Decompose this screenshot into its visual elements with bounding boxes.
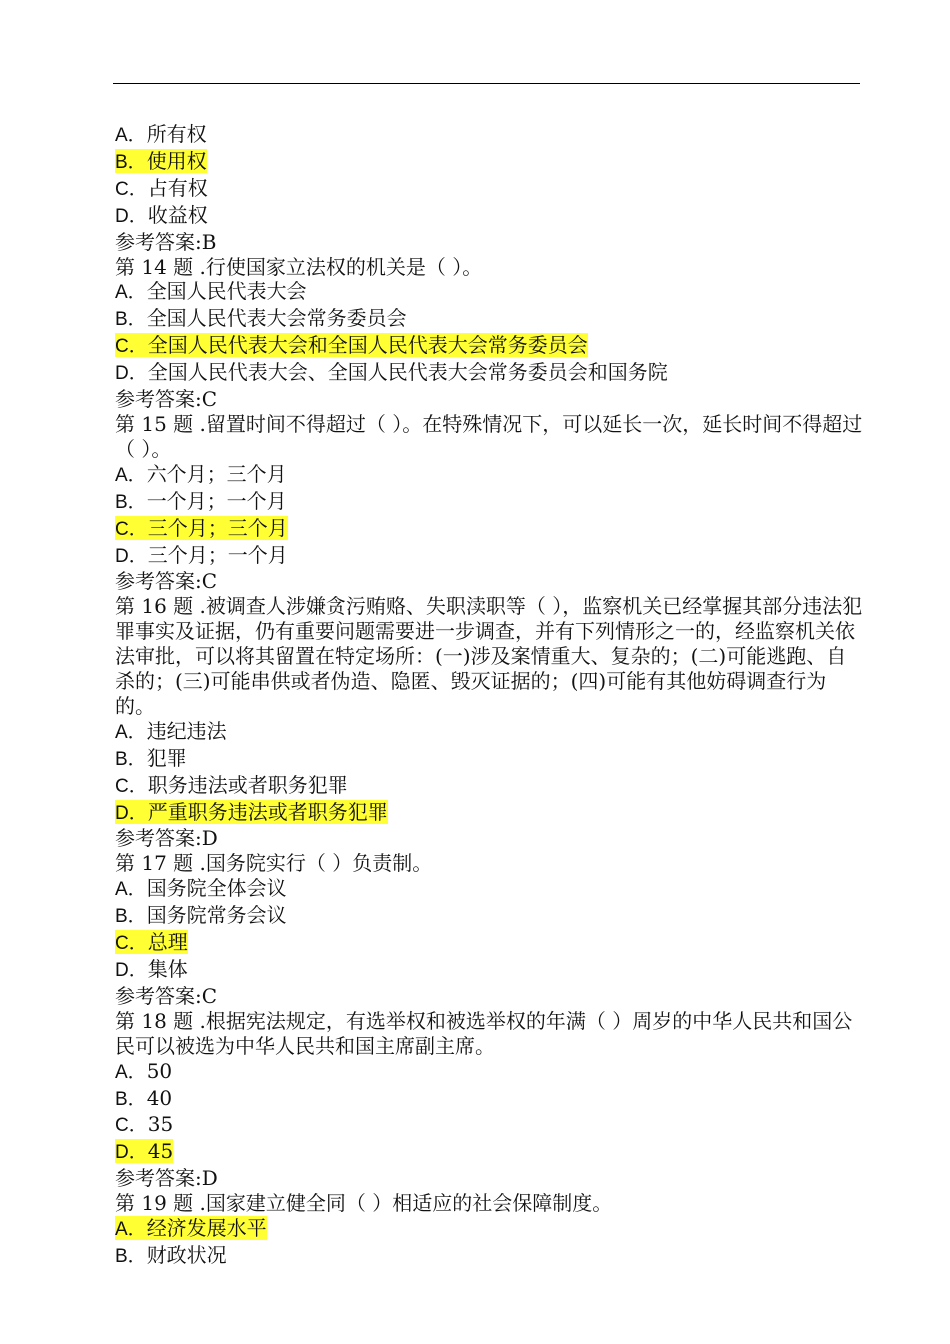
option-line (115, 279, 863, 306)
option-label: 全国人民代表大会、全国人民代表大会常务委员会和国务院 (147, 360, 668, 385)
option-text (115, 122, 207, 146)
option-label: 50 (146, 1058, 173, 1083)
reference-answer: 参考答案:C (115, 387, 218, 412)
option-letter: C． (115, 933, 148, 955)
option-letter: C． (115, 1115, 148, 1137)
option-letter: B． (115, 1088, 147, 1110)
option-letter: A． (115, 125, 147, 146)
option-line (115, 462, 863, 489)
option-label: 财政状况 (146, 1242, 227, 1267)
option-line (115, 1139, 863, 1166)
option-label: 六个月；三个月 (146, 461, 287, 486)
option-text (115, 306, 407, 330)
option-line (115, 1112, 863, 1139)
highlighted-answer (115, 516, 288, 540)
reference-answer: 参考答案:C (115, 983, 218, 1008)
option-label: 国务院全体会议 (146, 876, 287, 901)
option-letter: D． (115, 960, 148, 981)
option-letter: B． (115, 151, 147, 173)
option-label: 全国人民代表大会 (146, 279, 307, 304)
highlighted-answer (115, 1216, 267, 1240)
option-line (115, 360, 863, 387)
option-line (115, 773, 863, 800)
option-text (115, 360, 668, 384)
option-label: 全国人民代表大会和全国人民代表大会常务委员会 (147, 333, 588, 358)
highlighted-answer (115, 930, 188, 954)
option-line (115, 1059, 863, 1086)
option-line (115, 746, 863, 773)
option-letter: B． (115, 309, 147, 331)
option-letter: C． (115, 518, 148, 540)
document-body (115, 122, 863, 1270)
highlighted-answer (115, 800, 388, 824)
option-label: 违纪违法 (146, 718, 227, 743)
option-text (115, 903, 287, 927)
option-text (115, 1059, 172, 1083)
option-text (115, 876, 287, 900)
reference-answer: 参考答案:C (115, 569, 218, 594)
option-letter: B． (115, 1245, 147, 1267)
option-label: 国务院常务会议 (146, 903, 287, 928)
option-letter: A． (115, 1061, 147, 1083)
option-letter: A． (115, 879, 147, 901)
option-line (115, 719, 863, 746)
option-label: 经济发展水平 (146, 1216, 267, 1241)
option-text (115, 1086, 172, 1110)
option-letter: A． (115, 464, 147, 486)
option-line (115, 1216, 863, 1243)
option-letter: D． (115, 205, 148, 227)
option-line (115, 930, 863, 957)
question-text: 第 14 题 .行使国家立法权的机关是（ ）。 (115, 254, 483, 279)
option-letter: C． (115, 336, 148, 358)
highlighted-answer (115, 333, 588, 357)
option-line (115, 903, 863, 930)
option-letter: B． (115, 748, 147, 770)
option-label: 总理 (147, 930, 188, 955)
option-text (115, 719, 227, 743)
option-label: 严重职务违法或者职务犯罪 (147, 799, 388, 824)
option-line (115, 306, 863, 333)
question-text: 第 17 题 .国务院实行（ ）负责制。 (115, 851, 433, 876)
option-letter: D． (115, 802, 148, 824)
option-text (115, 489, 287, 513)
option-letter: D． (115, 1142, 148, 1164)
option-text (115, 279, 307, 303)
option-label: 三个月；三个月 (147, 515, 288, 540)
option-label: 35 (147, 1112, 174, 1137)
option-label: 40 (146, 1085, 173, 1110)
option-letter: C． (115, 178, 148, 200)
option-letter: B． (115, 491, 147, 513)
option-line (115, 176, 863, 203)
option-line (115, 122, 863, 149)
option-label: 收益权 (147, 202, 208, 227)
option-line (115, 957, 863, 984)
option-text (115, 746, 187, 770)
option-line (115, 1243, 863, 1270)
option-label: 占有权 (147, 175, 208, 200)
option-text (115, 1243, 227, 1267)
option-text (115, 176, 208, 200)
header-rule (113, 83, 860, 84)
option-line (115, 543, 863, 570)
option-text (115, 462, 287, 486)
option-text (115, 1112, 173, 1136)
question-text: 第 15 题 .留置时间不得超过（ ）。在特殊情况下，可以延长一次，延长时间不得超过（ ）。 (115, 411, 863, 461)
option-line (115, 876, 863, 903)
reference-answer: 参考答案:D (115, 1166, 218, 1191)
option-line (115, 1086, 863, 1113)
option-text (115, 773, 348, 797)
option-letter: A． (115, 721, 147, 743)
option-letter: A． (115, 282, 147, 304)
option-letter: B． (115, 906, 147, 928)
highlighted-answer (115, 149, 207, 173)
option-label: 集体 (147, 957, 188, 981)
option-label: 全国人民代表大会常务委员会 (146, 306, 407, 331)
option-label: 所有权 (146, 122, 207, 146)
reference-answer: 参考答案:B (115, 229, 217, 254)
question-text: 第 18 题 .根据宪法规定，有选举权和被选举权的年满（ ）周岁的中华人民共和国公民可以被选为中华人民共和国主席副主席。 (115, 1008, 853, 1058)
option-letter: A． (115, 1219, 147, 1241)
option-label: 犯罪 (146, 745, 187, 770)
option-line (115, 203, 863, 230)
option-letter: D． (115, 545, 148, 567)
option-line (115, 333, 863, 360)
option-line (115, 149, 863, 176)
option-letter: D． (115, 363, 148, 385)
option-text (115, 957, 188, 981)
option-text (115, 543, 288, 567)
option-label: 一个月；一个月 (146, 488, 287, 513)
reference-answer: 参考答案:D (115, 826, 218, 851)
option-label: 职务违法或者职务犯罪 (147, 772, 348, 797)
option-line (115, 489, 863, 516)
question-text: 第 19 题 .国家建立健全同（ ）相适应的社会保障制度。 (115, 1191, 613, 1216)
option-letter: C． (115, 775, 148, 797)
option-label: 45 (147, 1139, 174, 1164)
option-line (115, 800, 863, 827)
option-label: 三个月；一个月 (147, 542, 288, 567)
option-label: 使用权 (146, 148, 207, 173)
option-line (115, 516, 863, 543)
option-text (115, 203, 208, 227)
highlighted-answer (115, 1139, 173, 1163)
question-text: 第 16 题 .被调查人涉嫌贪污贿赂、失职渎职等（ ），监察机关已经掌握其部分违法犯罪事实及证据，仍有重要问题需要进一步调查，并有下列情形之一的，经监察机关依法审批，可以将其留置在特定场所：(一)涉及案情重大、复杂的；(二)可能逃跑、自杀的；(三)可能串供或者伪造、隐匿、毁灭证据的；(四)可能有其他妨碍调查行为的。 (115, 594, 863, 718)
